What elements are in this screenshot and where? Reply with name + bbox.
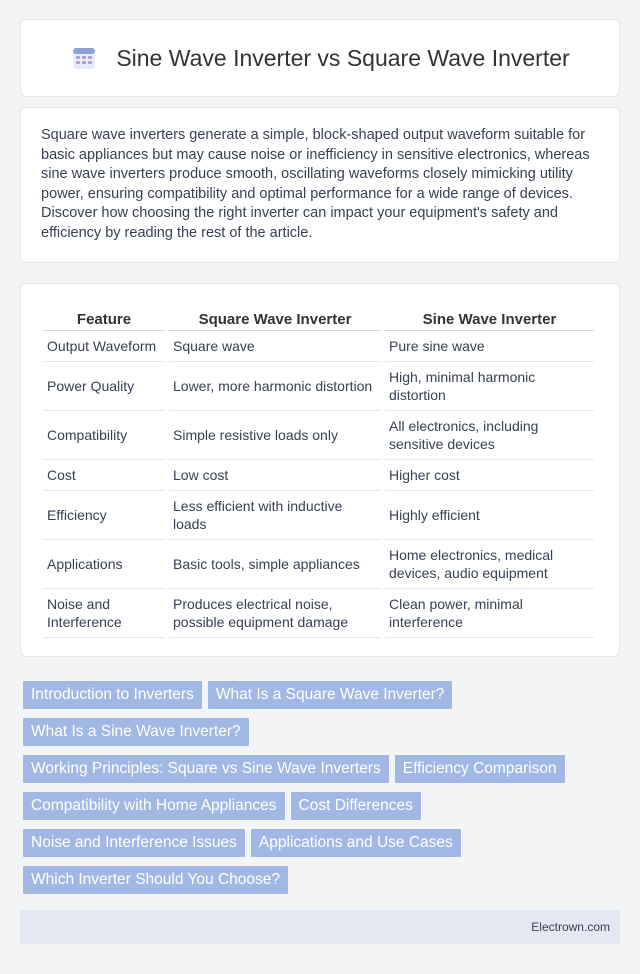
footer — [20, 910, 620, 944]
table-row — [43, 589, 594, 638]
header-feature: Feature — [43, 304, 165, 331]
toc-link-noise[interactable]: Noise and Interference Issues — [23, 829, 245, 857]
cell-square: Low cost — [169, 460, 381, 491]
cell-square: Produces electrical noise, possible equipment damage — [169, 589, 381, 638]
cell-sine: Clean power, minimal interference — [385, 589, 594, 638]
header-square-wave: Square Wave Inverter — [169, 304, 381, 331]
toc-row — [23, 718, 623, 746]
cell-feature: Noise and Interference — [43, 589, 165, 638]
header-sine-wave: Sine Wave Inverter — [385, 304, 594, 331]
table-header-row — [43, 304, 594, 331]
toc-link-efficiency[interactable]: Efficiency Comparison — [395, 755, 565, 783]
cell-feature: Efficiency — [43, 491, 165, 540]
cell-sine: Highly efficient — [385, 491, 594, 540]
cell-square: Square wave — [169, 331, 381, 362]
table-row — [43, 331, 594, 362]
toc-row — [23, 792, 623, 820]
cell-feature: Power Quality — [43, 362, 165, 411]
table-of-contents — [23, 681, 623, 903]
cell-square: Basic tools, simple appliances — [169, 540, 381, 589]
intro-card — [20, 107, 620, 263]
cell-sine: Home electronics, medical devices, audio equipment — [385, 540, 594, 589]
toc-link-square-wave[interactable]: What Is a Square Wave Inverter? — [208, 681, 453, 709]
comparison-table-card — [20, 283, 620, 657]
cell-sine: High, minimal harmonic distortion — [385, 362, 594, 411]
table-row — [43, 460, 594, 491]
comparison-table — [39, 304, 598, 638]
cell-feature: Output Waveform — [43, 331, 165, 362]
table-row — [43, 411, 594, 460]
table-row — [43, 540, 594, 589]
calendar-grid-icon — [70, 44, 98, 72]
toc-row — [23, 829, 623, 857]
cell-square: Less efficient with inductive loads — [169, 491, 381, 540]
table-row — [43, 491, 594, 540]
cell-feature: Cost — [43, 460, 165, 491]
toc-row — [23, 866, 623, 894]
toc-link-cost[interactable]: Cost Differences — [291, 792, 421, 820]
toc-row — [23, 681, 623, 709]
toc-link-sine-wave[interactable]: What Is a Sine Wave Inverter? — [23, 718, 249, 746]
toc-link-applications[interactable]: Applications and Use Cases — [251, 829, 461, 857]
toc-link-compatibility[interactable]: Compatibility with Home Appliances — [23, 792, 285, 820]
title-card — [20, 19, 620, 97]
intro-paragraph: Square wave inverters generate a simple, block-shaped output waveform suitable for basic appliances but may cause noise or inefficiency in sensitive electronics, whereas sine wave inverters produce smooth, oscillating waveforms closely mimicking utility power, ensuring compatibility and optimal performance for a wide range of devices. Discover how choosing the right inverter can impact your equipment's safety and efficiency by reading the rest of the article. — [41, 127, 590, 241]
toc-link-working-principles[interactable]: Working Principles: Square vs Sine Wave Inverters — [23, 755, 389, 783]
cell-sine: All electronics, including sensitive devices — [385, 411, 594, 460]
cell-sine: Higher cost — [385, 460, 594, 491]
cell-square: Lower, more harmonic distortion — [169, 362, 381, 411]
cell-square: Simple resistive loads only — [169, 411, 381, 460]
cell-sine: Pure sine wave — [385, 331, 594, 362]
cell-feature: Compatibility — [43, 411, 165, 460]
toc-link-introduction[interactable]: Introduction to Inverters — [23, 681, 202, 709]
toc-link-which-inverter[interactable]: Which Inverter Should You Choose? — [23, 866, 288, 894]
toc-row — [23, 755, 623, 783]
footer-brand[interactable]: Electrown.com — [531, 920, 610, 934]
page-title: Sine Wave Inverter vs Square Wave Inverter — [116, 44, 570, 71]
cell-feature: Applications — [43, 540, 165, 589]
table-row — [43, 362, 594, 411]
